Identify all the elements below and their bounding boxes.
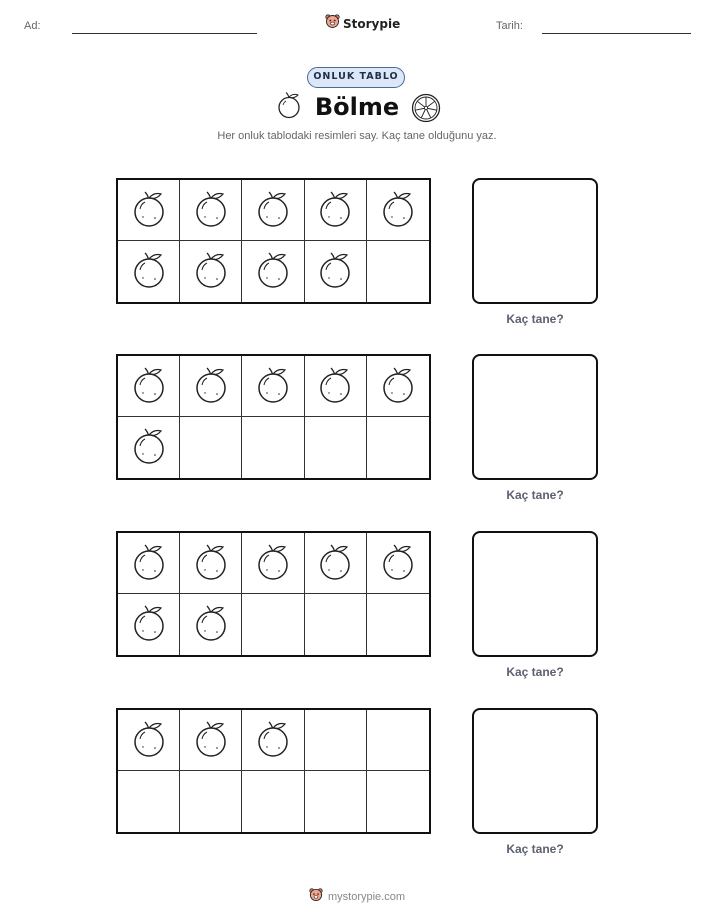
ten-frame-cell — [242, 417, 304, 478]
orange-icon — [317, 541, 353, 586]
title-row — [0, 91, 714, 123]
ten-frame — [116, 354, 431, 480]
ten-frame-cell — [118, 594, 180, 655]
page-title: Bölme — [314, 93, 400, 121]
orange-icon — [131, 718, 167, 763]
orange-icon — [131, 541, 167, 586]
orange-icon — [276, 91, 302, 124]
ten-frame-cell — [305, 241, 367, 302]
instructions: Her onluk tablodaki resimleri say. Kaç tane olduğunu yaz. — [217, 130, 497, 142]
ten-frame-cell — [242, 241, 304, 302]
orange-icon — [317, 364, 353, 409]
ten-frame — [116, 531, 431, 657]
ten-frame-cell — [180, 180, 242, 241]
answer-box[interactable] — [472, 531, 598, 657]
ten-frame-cell — [118, 356, 180, 417]
orange-icon — [317, 188, 353, 233]
ten-frame-cell — [367, 533, 429, 594]
bear-mascot-icon — [325, 13, 340, 34]
ten-frame-cell — [367, 180, 429, 241]
ten-frame-cell — [180, 533, 242, 594]
ten-frame-cell — [118, 710, 180, 771]
orange-icon — [255, 718, 291, 763]
orange-icon — [193, 249, 229, 294]
answer-label: Kaç tane? — [506, 312, 564, 326]
ten-frame-cell — [118, 771, 180, 832]
ten-frame-cell — [242, 710, 304, 771]
ten-frame-cell — [242, 594, 304, 655]
orange-icon — [255, 364, 291, 409]
answer-box[interactable] — [472, 354, 598, 480]
orange-icon — [193, 541, 229, 586]
footer — [0, 887, 714, 907]
ten-frame-cell — [305, 180, 367, 241]
ten-frame-cell — [367, 771, 429, 832]
orange-icon — [131, 425, 167, 470]
ten-frame-cell — [180, 710, 242, 771]
orange-icon — [193, 718, 229, 763]
ten-frame-cell — [367, 710, 429, 771]
ten-frame-cell — [367, 594, 429, 655]
ten-frame-cell — [180, 771, 242, 832]
ten-frame-cell — [367, 417, 429, 478]
ten-frame-cell — [118, 533, 180, 594]
orange-icon — [255, 188, 291, 233]
ten-frame-cell — [367, 356, 429, 417]
orange-icon — [380, 188, 416, 233]
ten-frame-cell — [242, 180, 304, 241]
date-label: Tarih: — [496, 20, 523, 32]
bear-mascot-icon — [309, 887, 323, 907]
ten-frame-cell — [118, 417, 180, 478]
ten-frame-cell — [118, 180, 180, 241]
ten-frame-cell — [305, 771, 367, 832]
answer-label: Kaç tane? — [506, 842, 564, 856]
orange-icon — [131, 364, 167, 409]
answer-box[interactable] — [472, 178, 598, 304]
ten-frame-cell — [180, 241, 242, 302]
ten-frame-cell — [305, 594, 367, 655]
ten-frame-cell — [242, 771, 304, 832]
ten-frame-cell — [180, 356, 242, 417]
orange-icon — [193, 364, 229, 409]
ten-frame-cell — [180, 417, 242, 478]
ten-frame — [116, 178, 431, 304]
ten-frame-cell — [118, 241, 180, 302]
answer-box[interactable] — [472, 708, 598, 834]
orange-icon — [255, 249, 291, 294]
ten-frame-cell — [305, 417, 367, 478]
orange-icon — [317, 249, 353, 294]
answer-label: Kaç tane? — [506, 488, 564, 502]
ten-frame-cell — [305, 710, 367, 771]
name-line — [72, 33, 257, 34]
orange-icon — [131, 602, 167, 647]
orange-icon — [131, 188, 167, 233]
ten-frame-cell — [242, 533, 304, 594]
name-label: Ad: — [24, 20, 41, 32]
storypie-logo — [325, 13, 400, 34]
answer-label: Kaç tane? — [506, 665, 564, 679]
orange-icon — [131, 249, 167, 294]
orange-icon — [380, 364, 416, 409]
orange-icon — [255, 541, 291, 586]
logo-text: Storypie — [343, 16, 401, 31]
orange-icon — [193, 602, 229, 647]
ten-frame-cell — [242, 356, 304, 417]
ten-frame-cell — [180, 594, 242, 655]
ten-frame-cell — [367, 241, 429, 302]
date-line — [542, 33, 691, 34]
worksheet-type-badge: ONLUK TABLO — [307, 67, 405, 88]
ten-frame — [116, 708, 431, 834]
orange-icon — [193, 188, 229, 233]
orange-icon — [380, 541, 416, 586]
ten-frame-cell — [305, 356, 367, 417]
orange-slice-icon — [411, 93, 441, 128]
ten-frame-cell — [305, 533, 367, 594]
footer-url: mystorypie.com — [327, 891, 406, 903]
